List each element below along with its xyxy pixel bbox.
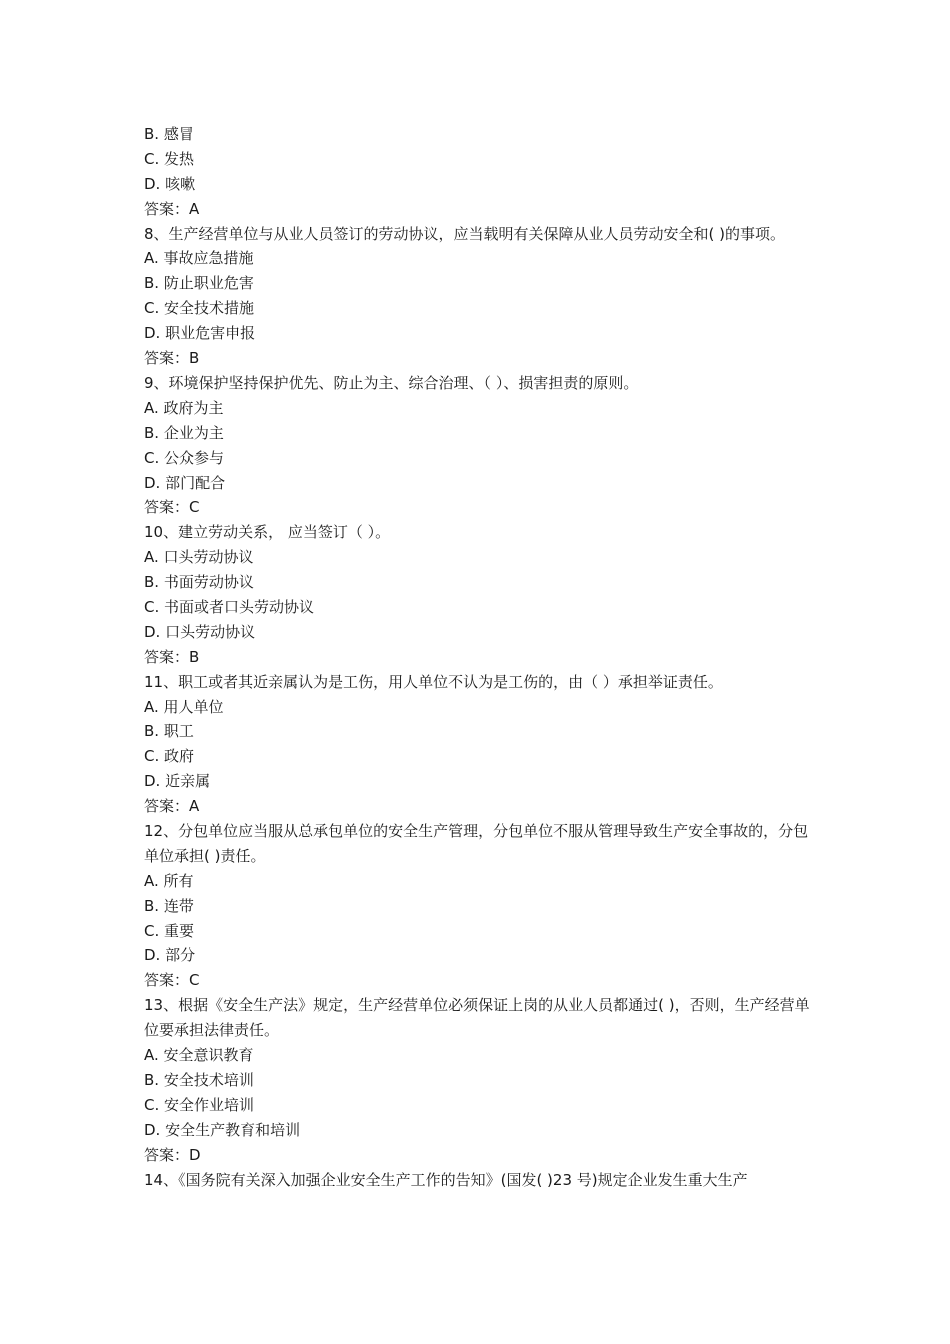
option-line: A. 所有	[144, 871, 194, 890]
option-line: A. 口头劳动协议	[144, 548, 254, 567]
option-line: B. 连带	[144, 896, 194, 915]
question-text: 11、职工或者其近亲属认为是工伤，用人单位不认为是工伤的，由（ ）承担举证责任。	[144, 672, 723, 691]
option-line: C. 发热	[144, 149, 195, 168]
question-block-11	[144, 670, 812, 819]
question-block-8	[144, 222, 812, 371]
question-text: 12、分包单位应当服从总承包单位的安全生产管理，分包单位不服从管理导致生产安全事故的，分包单位承担( )责任。	[144, 822, 809, 865]
question-text: 10、建立劳动关系， 应当签订（ ）。	[144, 523, 391, 542]
option-line: A. 安全意识教育	[144, 1046, 254, 1065]
option-line: D. 近亲属	[144, 772, 211, 791]
option-line: A. 事故应急措施	[144, 249, 254, 268]
option-line: B. 职工	[144, 722, 194, 741]
answer-line: 答案：B	[144, 349, 200, 368]
answer-line: 答案：C	[144, 498, 200, 517]
question-block-13	[144, 993, 812, 1167]
option-line: A. 政府为主	[144, 398, 224, 417]
option-line: B. 防止职业危害	[144, 274, 254, 293]
option-line: B. 企业为主	[144, 423, 224, 442]
option-line: D. 口头劳动协议	[144, 622, 256, 641]
option-line: C. 安全作业培训	[144, 1095, 255, 1114]
option-line: D. 安全生产教育和培训	[144, 1120, 301, 1139]
question-block-10	[144, 520, 812, 669]
question-block-9	[144, 371, 812, 520]
answer-line: 答案：A	[144, 199, 200, 218]
question-text: 13、根据《安全生产法》规定，生产经营单位必须保证上岗的从业人员都通过( )，否则，生产经营单位要承担法律责任。	[144, 996, 810, 1040]
option-line: C. 安全技术措施	[144, 299, 255, 318]
answer-line: 答案：C	[144, 971, 200, 990]
option-line: D. 部门配合	[144, 473, 226, 492]
option-line: B. 感冒	[144, 125, 194, 143]
option-line: A. 用人单位	[144, 697, 224, 716]
option-line: D. 部分	[144, 946, 196, 965]
answer-line: 答案：D	[144, 1145, 201, 1164]
lead-block	[144, 122, 812, 222]
question-text: 14、《国务院有关深入加强企业安全生产工作的告知》(国发( )23 号)规定企业发生重大生产	[144, 1170, 748, 1189]
question-text: 9、环境保护坚持保护优先、防止为主、综合治理、（ ）、损害担责的原则。	[144, 373, 639, 392]
option-line: B. 安全技术培训	[144, 1070, 254, 1089]
question-block-12	[144, 819, 812, 993]
option-line: D. 咳嗽	[144, 174, 196, 193]
option-line: C. 书面或者口头劳动协议	[144, 597, 315, 616]
question-text: 8、生产经营单位与从业人员签订的劳动协议，应当载明有关保障从业人员劳动安全和( )的事项。	[144, 224, 786, 243]
document-page	[144, 122, 812, 1192]
answer-line: 答案：B	[144, 647, 200, 666]
answer-line: 答案：A	[144, 797, 200, 816]
question-block-14	[144, 1168, 812, 1193]
option-line: D. 职业危害申报	[144, 324, 256, 343]
option-line: C. 公众参与	[144, 448, 225, 467]
option-line: C. 政府	[144, 747, 195, 766]
option-line: B. 书面劳动协议	[144, 573, 254, 592]
option-line: C. 重要	[144, 921, 195, 940]
